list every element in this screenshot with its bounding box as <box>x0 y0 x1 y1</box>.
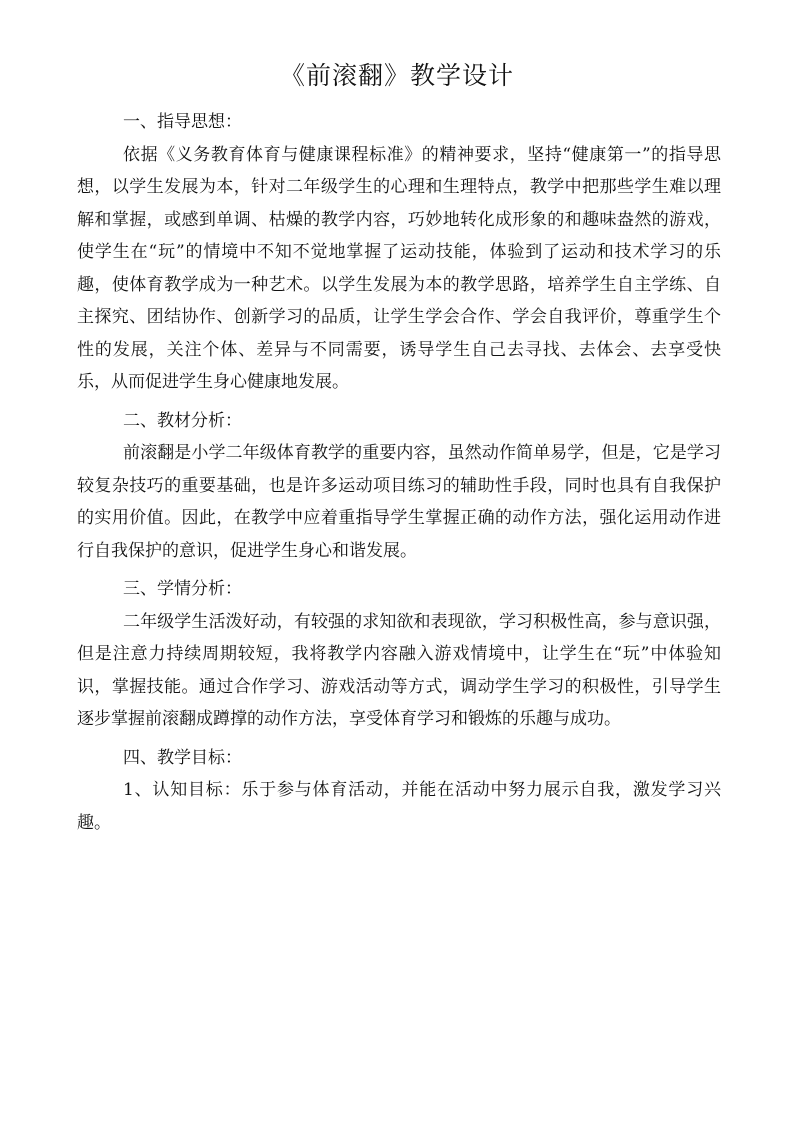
section-paragraph-teaching-objectives: 1、认知目标：乐于参与体育活动，并能在活动中努力展示自我，激发学习兴趣。 <box>77 780 721 833</box>
document-title: 《前滚翻》教学设计 <box>279 61 514 90</box>
section-heading-material-analysis: 二、教材分析： <box>123 410 242 431</box>
section-paragraph-learner-analysis: 二年级学生活泼好动，有较强的求知欲和表现欲，学习积极性高，参与意识强，但是注意力持续周期较短，我将教学内容融入游戏情境中，让学生在“玩”中体验知识，掌握技能。通过合作学习、游戏活动等方式，调动学生学习的积极性，引导学生逐步掌握前滚翻成蹲撑的动作方法，享受体育学习和锻炼的乐趣与成功。 <box>77 611 721 729</box>
section-heading-learner-analysis: 三、学情分析： <box>123 579 242 599</box>
section-paragraph-guiding-ideology: 依据《义务教育体育与健康课程标准》的精神要求，坚持“健康第一”的指导思想，以学生发展为本，针对二年级学生的心理和生理特点，教学中把那些学生难以理解和掌握，或感到单调、枯燥的教学内容，巧妙地转化成形象的和趣味盎然的游戏，使学生在“玩”的情境中不知不觉地掌握了运动技能，体验到了运动和技术学习的乐趣，使体育教学成为一种艺术。以学生发展为本的教学思路，培养学生自主学练、自主探究、团结协作、创新学习的品质，让学生学会合作、学会自我评价，尊重学生个性的发展，关注个体、差异与不同需要，诱导学生自己去寻找、去体会、去享受快乐，从而促进学生身心健康地发展。 <box>77 144 721 392</box>
document-body <box>77 106 721 839</box>
section-heading-teaching-objectives: 四、教学目标： <box>123 747 242 768</box>
section-heading-guiding-ideology: 一、指导思想： <box>123 112 242 132</box>
section-paragraph-material-analysis: 前滚翻是小学二年级体育教学的重要内容，虽然动作简单易学，但是，它是学习较复杂技巧的重要基础，也是许多运动项目练习的辅助性手段，同时也具有自我保护的实用价值。因此，在教学中应着重指导学生掌握正确的动作方法，强化运用动作进行自我保护的意识，促进学生身心和谐发展。 <box>77 443 721 561</box>
